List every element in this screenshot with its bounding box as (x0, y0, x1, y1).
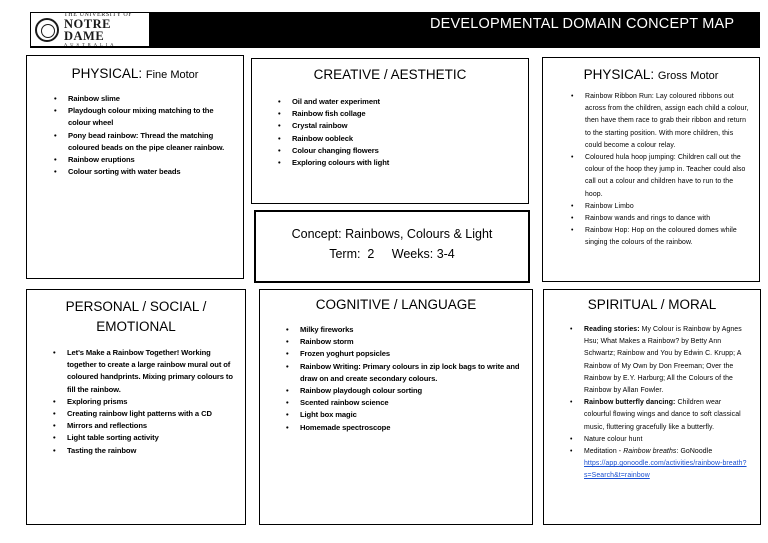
list-item: • Rainbow oobleck (292, 133, 518, 145)
list-item: • Milky fireworks (300, 324, 520, 336)
list-item: • Homemade spectroscope (300, 422, 520, 434)
list-item: • Rainbow eruptions (68, 154, 229, 166)
list-item: • Nature colour hunt (584, 434, 750, 446)
list-item: • Pony bead rainbow: Thread the matching coloured beads on the pipe cleaner rainbow. (68, 130, 229, 154)
list-item: • Colour changing flowers (292, 145, 518, 157)
list-item: • Colour sorting with water beads (68, 166, 229, 178)
concept-box (254, 210, 530, 283)
list-item: • Oil and water experiment (292, 96, 518, 108)
list-item: • Rainbow butterfly dancing: Children wear colourful flowing wings and dance to soft classical music, fluttering gracefully like a butterfly. (584, 397, 750, 434)
creative-aesthetic-list (292, 96, 518, 169)
list-item: • Tasting the rainbow (67, 445, 233, 457)
list-item: • Scented rainbow science (300, 397, 520, 409)
list-item: • Mirrors and reflections (67, 420, 233, 432)
physical-fine-motor-box (26, 55, 244, 279)
list-item: • Rainbow slime (68, 93, 229, 105)
list-item: • Creating rainbow light patterns with a CD (67, 408, 233, 420)
cognitive-language-title: COGNITIVE / LANGUAGE (315, 297, 477, 312)
physical-fine-motor-title: PHYSICAL: Fine Motor (71, 66, 199, 81)
list-item: • Light table sorting activity (67, 432, 233, 444)
list-item: • Coloured hula hoop jumping: Children call out the colour of the hoop they jump in. Teacher could also call out a colour and children have to run to the hoop. (585, 152, 749, 201)
physical-gross-motor-list (585, 91, 749, 250)
logo-line-3: AUSTRALIA (64, 41, 117, 47)
page-title: DEVELOPMENTAL DOMAIN CONCEPT MAP (430, 16, 735, 32)
university-logo (31, 13, 149, 46)
list-item: • Rainbow Writing: Primary colours in zip lock bags to write and draw on and create secondary colours. (300, 361, 520, 385)
spiritual-moral-list (584, 324, 750, 483)
logo-line-2: NOTRE DAME (64, 16, 111, 44)
list-item: • Crystal rainbow (292, 120, 518, 132)
personal-social-emotional-box (26, 289, 246, 525)
list-item: • Frozen yoghurt popsicles (300, 348, 520, 360)
logo-line-1: THE UNIVERSITY OF (64, 11, 133, 18)
list-item: • Rainbow Limbo (585, 201, 749, 213)
creative-aesthetic-title: CREATIVE / AESTHETIC (313, 67, 467, 82)
spiritual-moral-box (543, 289, 761, 525)
list-item: • Rainbow playdough colour sorting (300, 385, 520, 397)
personal-social-emotional-list (67, 347, 233, 457)
list-item: • Rainbow storm (300, 336, 520, 348)
list-item: • Rainbow Ribbon Run: Lay coloured ribbons out across from the children, assign each child a colour, then have them race to grab their ribbon and return to the starting position. With more children, this could become a colour relay. (585, 91, 749, 152)
list-item: • Reading stories: My Colour is Rainbow by Agnes Hsu; What Makes a Rainbow? by Betty Ann Schwartz; Rainbow and You by Edwin C. Krupp; A Rainbow of My Own by Don Freeman; Over the Rainbow by E.Y. Harburg; All the Colours of the Rainbow by Allan Fowler. (584, 324, 750, 397)
list-item: • Rainbow fish collage (292, 108, 518, 120)
concept-title: Concept: Rainbows, Colours & Light (291, 227, 493, 241)
physical-gross-motor-box (542, 57, 760, 282)
physical-gross-motor-title: PHYSICAL: Gross Motor (583, 67, 719, 82)
list-item: • Exploring prisms (67, 396, 233, 408)
concept-term-weeks: Term: 2 Weeks: 3-4 (329, 247, 455, 261)
cognitive-language-box (259, 289, 533, 525)
list-item: • Let's Make a Rainbow Together! Working together to create a large rainbow mural out of coloured handprints. Mixing primary colours to fill the rainbow. (67, 347, 233, 396)
physical-fine-motor-list (68, 93, 229, 178)
list-item: • Playdough colour mixing matching to the colour wheel (68, 105, 229, 129)
concept-text (256, 224, 528, 264)
list-item: • Meditation - Rainbow breaths: GoNoodle https://app.gonoodle.com/activities/rainbow-breath?s=Search&t=rainbow (584, 446, 750, 483)
gonoodle-link[interactable]: https://app.gonoodle.com/activities/rainbow-breath?s=Search&t=rainbow (584, 460, 747, 480)
spiritual-moral-title: SPIRITUAL / MORAL (587, 297, 717, 312)
list-item: • Light box magic (300, 409, 520, 421)
creative-aesthetic-box (251, 58, 529, 204)
list-item: • Rainbow Hop: Hop on the coloured domes while singing the colours of the rainbow. (585, 225, 749, 249)
list-item: • Rainbow wands and rings to dance with (585, 213, 749, 225)
university-seal-icon (35, 18, 59, 42)
personal-social-emotional-title: PERSONAL / SOCIAL / EMOTIONAL (65, 299, 207, 334)
cognitive-language-list (300, 324, 520, 434)
list-item: • Exploring colours with light (292, 157, 518, 169)
